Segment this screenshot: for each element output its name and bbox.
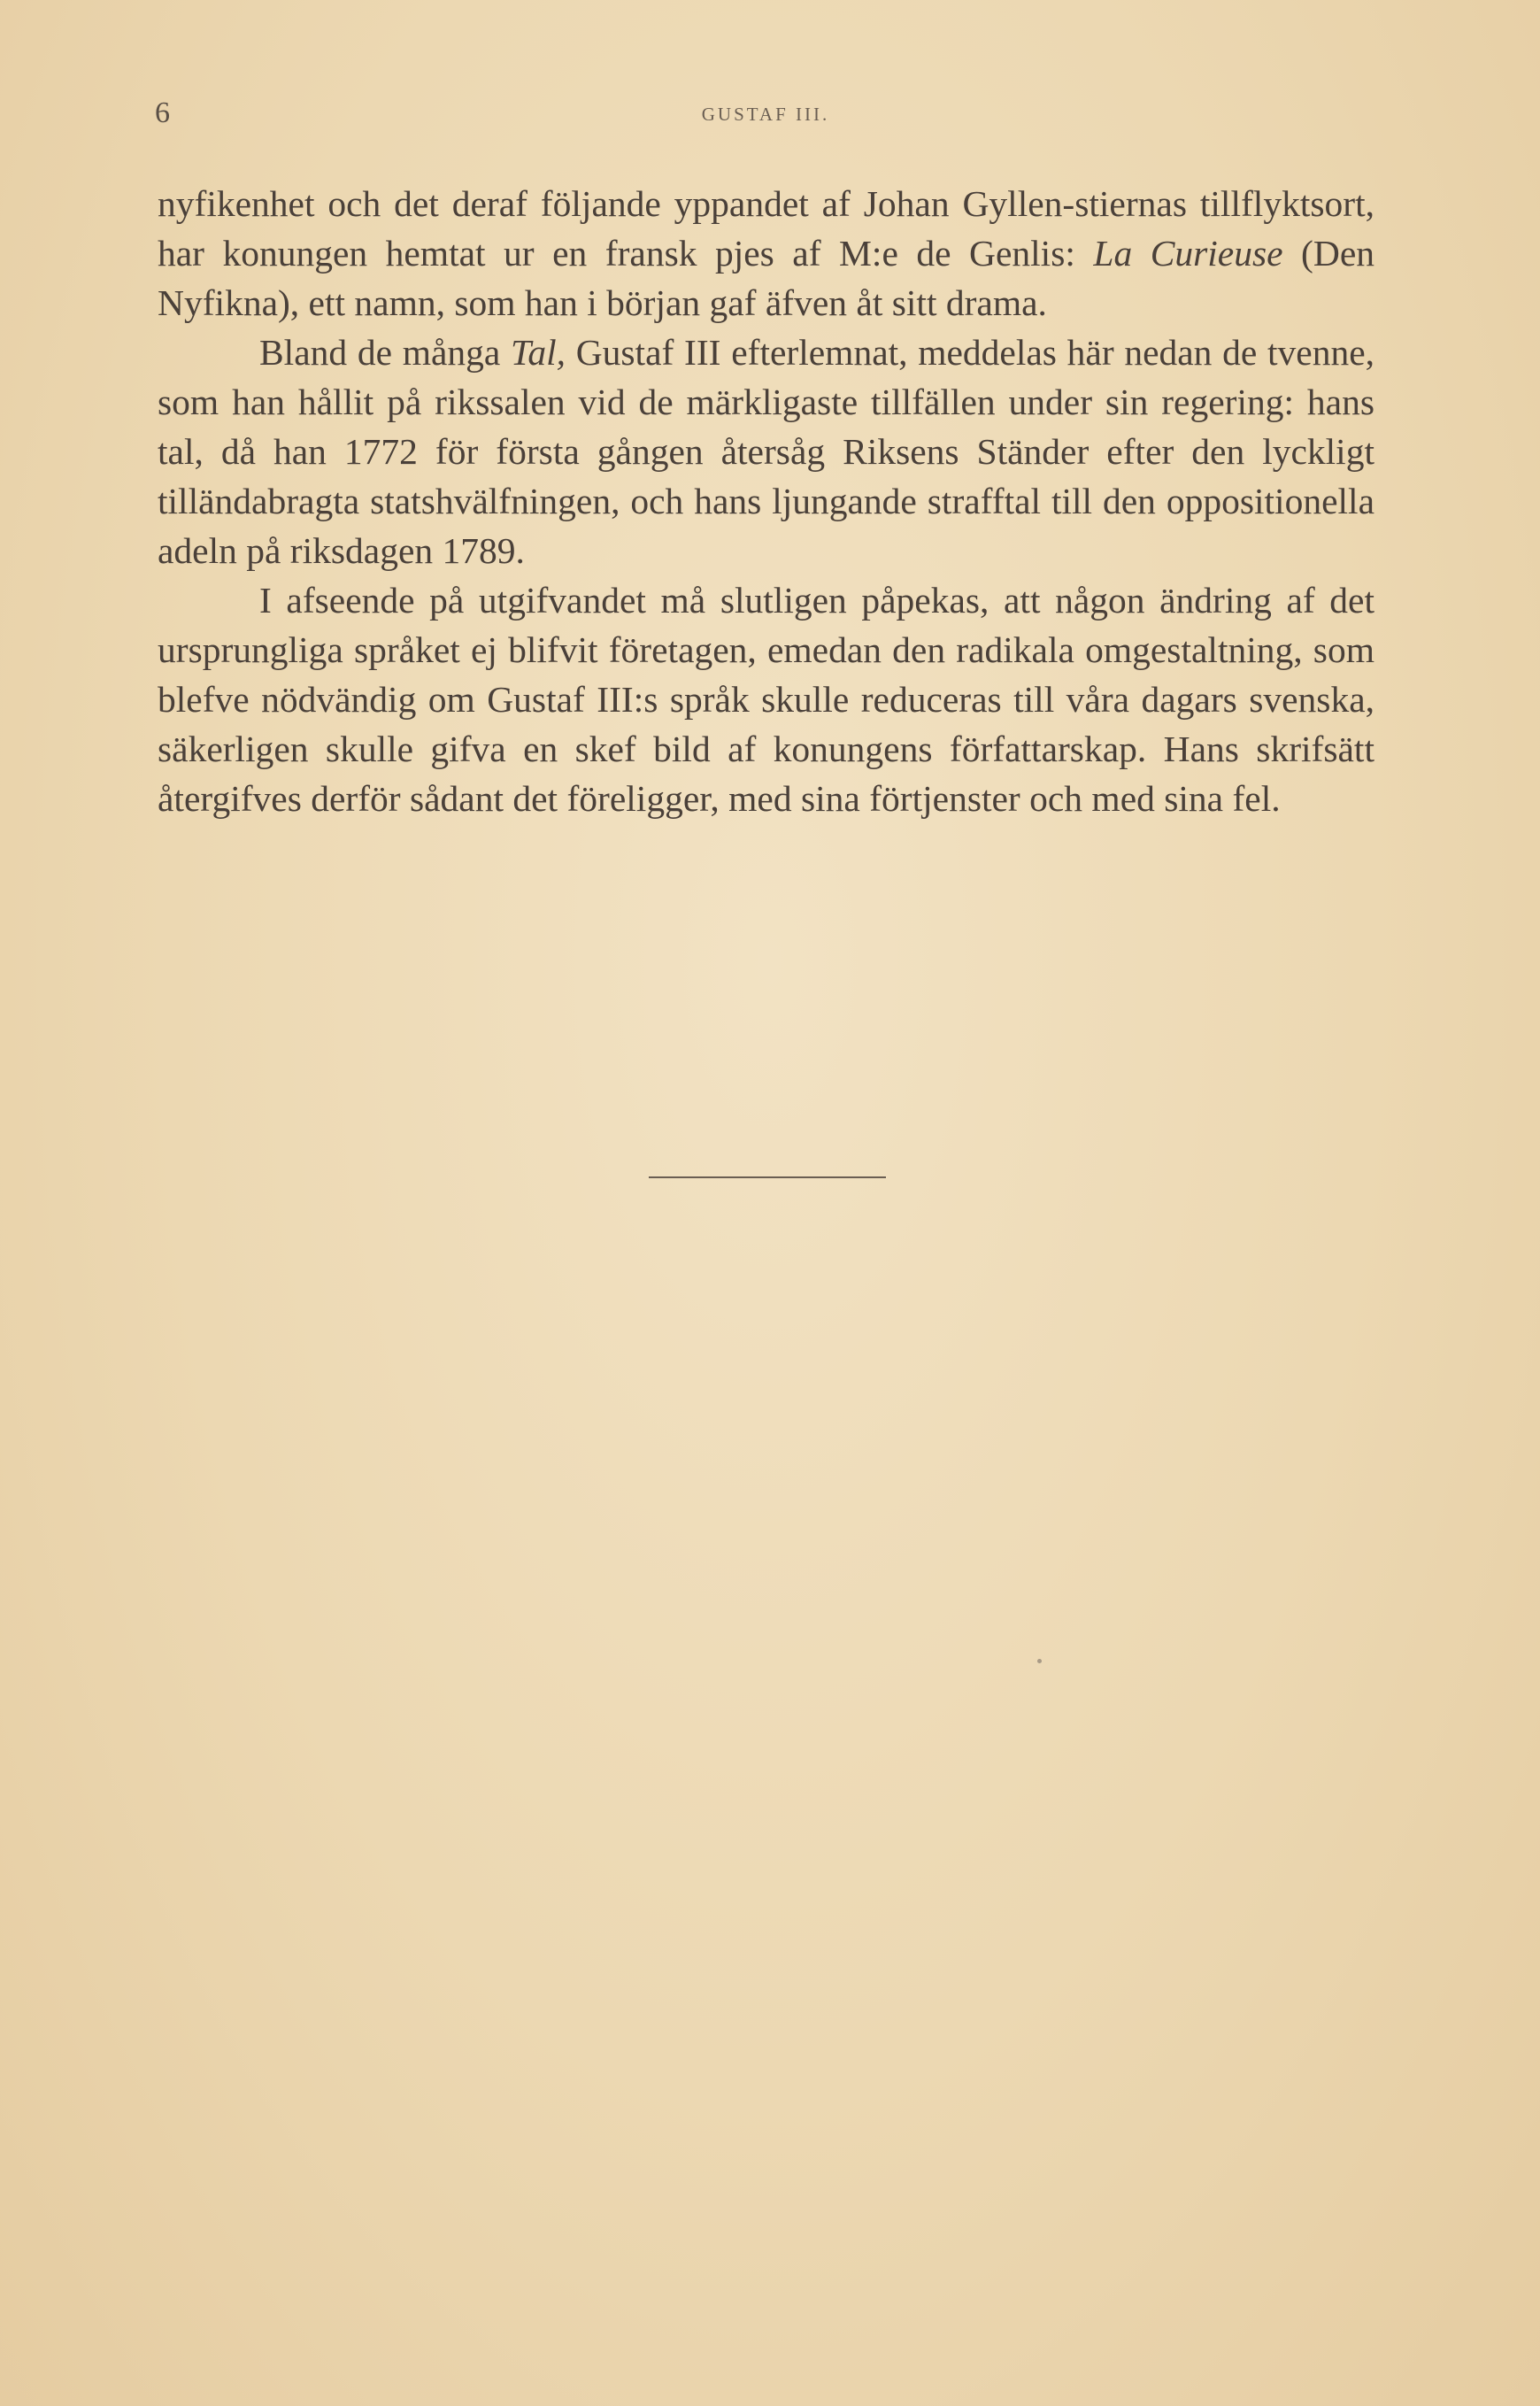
section-end-rule xyxy=(649,1176,886,1178)
page-number: 6 xyxy=(155,96,170,129)
paragraph-2: Bland de många Tal, Gustaf III efterlemnat, meddelas här nedan de tvenne, som han hållit på rikssalen vid de märkligaste tillfällen under sin regering: hans tal, då han 1772 för första gången återsåg Riksens Ständer efter den lyckligt tilländabragta statshvälfningen, och hans ljungande strafftal till den oppositionella adeln på riksdagen 1789. xyxy=(158,332,1375,571)
paragraph-1: nyfikenhet och det deraf följande yppandet af Johan Gyllen-stiernas tillflyktsort, har konungen hemtat ur en fransk pjes af M:e de Genlis: La Curieuse (Den Nyfikna), ett namn, som han i början gaf äfven åt sitt drama. xyxy=(158,183,1374,323)
italic-title-la-curieuse: La Curieuse xyxy=(1093,233,1283,274)
paragraph-3: I afseende på utgifvandet må slutligen påpekas, att någon ändring af det ursprungliga språket ej blifvit företagen, emedan den radikala omgestaltning, som blefve nödvändig om Gustaf III:s språk skulle reduceras till våra dagars svenska, säkerligen skulle gifva en skef bild af konungens författarskap. Hans skrifsätt återgifves derför sådant det föreligger, med sina förtjenster och med sina fel. xyxy=(158,580,1374,819)
italic-word-tal: Tal, xyxy=(511,332,566,373)
running-head xyxy=(155,96,1376,131)
body-text xyxy=(158,179,1374,823)
running-title: GUSTAF III. xyxy=(701,104,830,125)
paper-speck xyxy=(1037,1659,1042,1663)
